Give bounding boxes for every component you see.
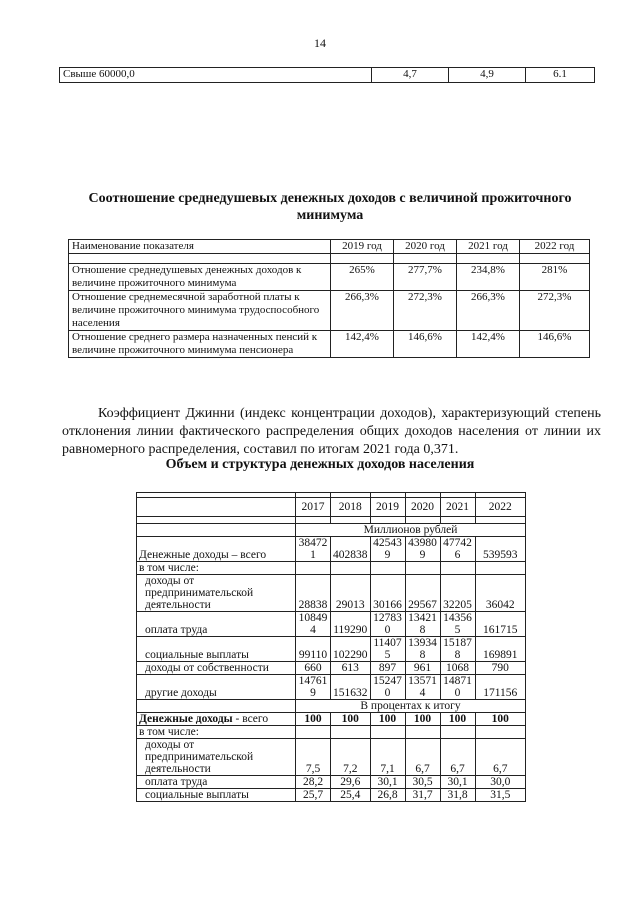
year-header: 2021 xyxy=(440,498,475,517)
row-label: в том числе: xyxy=(137,726,296,739)
unit-label: Миллионов рублей xyxy=(296,524,526,537)
table-cell: 143565 xyxy=(440,612,475,637)
gini-paragraph xyxy=(62,405,601,459)
table-cell: 30,5 xyxy=(405,776,440,789)
row-label: доходы от предпринимательской деятельности xyxy=(137,575,296,612)
year-header: 2020 xyxy=(405,498,440,517)
section-title-subsistence: Соотношение среднедушевых денежных доходов с величиной прожиточного минимума xyxy=(88,191,572,223)
table-cell: 148710 xyxy=(440,675,475,700)
table-cell: 1068 xyxy=(440,662,475,675)
table-cell: 30,1 xyxy=(370,776,405,789)
table-cell: 277,7% xyxy=(394,264,457,291)
table-cell: 28,2 xyxy=(296,776,331,789)
row-label: Отношение среднего размера назначенных пенсий к величине прожиточного минимума пенсионера xyxy=(69,331,331,358)
table-row xyxy=(137,662,526,675)
table-cell: 439809 xyxy=(405,537,440,562)
row-label-bold: Денежные доходы xyxy=(139,713,233,725)
table-cell: 146,6% xyxy=(394,331,457,358)
table-cell: 30,1 xyxy=(440,776,475,789)
row-label xyxy=(137,713,296,726)
table-cell: 119290 xyxy=(331,612,371,637)
table-cell: 7,1 xyxy=(370,739,405,776)
table-cell: 99110 xyxy=(296,637,331,662)
table-row xyxy=(69,291,590,331)
table-row xyxy=(137,739,526,776)
row-label: оплата труда xyxy=(137,612,296,637)
table-cell: 31,8 xyxy=(440,789,475,802)
row-label: в том числе: xyxy=(137,562,296,575)
income-bracket-row-table xyxy=(59,67,595,83)
row-label: Отношение среднедушевых денежных доходов к величине прожиточного минимума xyxy=(69,264,331,291)
table-row xyxy=(137,575,526,612)
table-cell: 100 xyxy=(331,713,371,726)
table-cell: 25,4 xyxy=(331,789,371,802)
table-cell: 613 xyxy=(331,662,371,675)
table-cell: 31,5 xyxy=(475,789,526,802)
table-cell: 146,6% xyxy=(520,331,590,358)
table-cell: 171156 xyxy=(475,675,526,700)
column-header: 2019 год xyxy=(331,240,394,254)
table-cell: 100 xyxy=(370,713,405,726)
table-cell: 134218 xyxy=(405,612,440,637)
table-row xyxy=(137,612,526,637)
table-row xyxy=(137,537,526,562)
unit-row xyxy=(137,524,526,537)
table-cell: 26,8 xyxy=(370,789,405,802)
table-cell: 31,7 xyxy=(405,789,440,802)
table-row xyxy=(69,264,590,291)
table-cell: 660 xyxy=(296,662,331,675)
bracket-value: 4,9 xyxy=(449,68,526,83)
table-row xyxy=(137,726,526,739)
table-cell: 100 xyxy=(405,713,440,726)
table-cell: 127830 xyxy=(370,612,405,637)
row-label: Отношение среднемесячной заработной платы к величине прожиточного минимума трудоспособного населения xyxy=(69,291,331,331)
table-cell: 29013 xyxy=(331,575,371,612)
table-cell: 142,4% xyxy=(457,331,520,358)
table-cell: 32205 xyxy=(440,575,475,612)
table-cell: 161715 xyxy=(475,612,526,637)
table-row xyxy=(60,68,595,83)
table-cell: 147619 xyxy=(296,675,331,700)
table-row xyxy=(137,776,526,789)
table-cell: 36042 xyxy=(475,575,526,612)
table-cell: 100 xyxy=(440,713,475,726)
table-cell: 897 xyxy=(370,662,405,675)
row-label: оплата труда xyxy=(137,776,296,789)
unit-row xyxy=(137,700,526,713)
row-label: доходы от предпринимательской деятельности xyxy=(137,739,296,776)
table-cell: 539593 xyxy=(475,537,526,562)
unit-label: В процентах к итогу xyxy=(296,700,526,713)
table-cell: 272,3% xyxy=(520,291,590,331)
table-cell: 100 xyxy=(475,713,526,726)
row-label: другие доходы xyxy=(137,675,296,700)
table-cell: 151632 xyxy=(331,675,371,700)
table-cell: 477426 xyxy=(440,537,475,562)
table-cell: 152470 xyxy=(370,675,405,700)
table-cell: 281% xyxy=(520,264,590,291)
row-label: Денежные доходы – всего xyxy=(137,537,296,562)
column-header: 2021 год xyxy=(457,240,520,254)
table-cell: 30,0 xyxy=(475,776,526,789)
table-cell: 6,7 xyxy=(475,739,526,776)
page-number: 14 xyxy=(314,36,326,50)
spacer-row xyxy=(137,517,526,524)
bracket-value: 6.1 xyxy=(526,68,595,83)
table-cell: 108494 xyxy=(296,612,331,637)
table-row xyxy=(137,562,526,575)
table-cell: 384721 xyxy=(296,537,331,562)
year-header: 2019 xyxy=(370,498,405,517)
table-cell: 265% xyxy=(331,264,394,291)
section-title-income-structure: Объем и структура денежных доходов населения xyxy=(165,457,475,472)
table-header-row xyxy=(69,240,590,254)
table-cell: 266,3% xyxy=(331,291,394,331)
table-cell: 266,3% xyxy=(457,291,520,331)
spacer-row xyxy=(69,254,590,264)
year-header: 2018 xyxy=(331,498,371,517)
table-cell: 139348 xyxy=(405,637,440,662)
table-cell: 6,7 xyxy=(440,739,475,776)
table-cell: 790 xyxy=(475,662,526,675)
year-header: 2022 xyxy=(475,498,526,517)
table-cell: 169891 xyxy=(475,637,526,662)
table-row xyxy=(137,713,526,726)
column-header: 2022 год xyxy=(520,240,590,254)
table-row xyxy=(137,789,526,802)
table-cell: 30166 xyxy=(370,575,405,612)
table-cell: 6,7 xyxy=(405,739,440,776)
table-cell: 29,6 xyxy=(331,776,371,789)
table-cell: 272,3% xyxy=(394,291,457,331)
table-cell: 151878 xyxy=(440,637,475,662)
table-cell: 7,2 xyxy=(331,739,371,776)
table-cell: 28838 xyxy=(296,575,331,612)
table-cell: 114075 xyxy=(370,637,405,662)
row-label: социальные выплаты xyxy=(137,789,296,802)
table-cell: 402838 xyxy=(331,537,371,562)
table-header-row xyxy=(137,498,526,517)
table-cell: 234,8% xyxy=(457,264,520,291)
table-cell: 425439 xyxy=(370,537,405,562)
bracket-value: 4,7 xyxy=(372,68,449,83)
table-cell: 142,4% xyxy=(331,331,394,358)
column-header: 2020 год xyxy=(394,240,457,254)
column-header: Наименование показателя xyxy=(69,240,331,254)
table-cell: 7,5 xyxy=(296,739,331,776)
table-cell: 961 xyxy=(405,662,440,675)
table-cell: 135714 xyxy=(405,675,440,700)
income-structure-table xyxy=(136,492,526,802)
row-label: доходы от собственности xyxy=(137,662,296,675)
year-header: 2017 xyxy=(296,498,331,517)
bracket-label: Свыше 60000,0 xyxy=(60,68,372,83)
gini-paragraph-text: Коэффициент Джинни (индекс концентрации доходов), характеризующий степень отклонения линии фактического распределения общих доходов населения от линии их равномерного распределения, составил по итогам 2021 года 0,371. xyxy=(62,406,601,457)
table-cell: 102290 xyxy=(331,637,371,662)
table-row xyxy=(69,331,590,358)
table-cell: 29567 xyxy=(405,575,440,612)
row-label-rest: - всего xyxy=(232,713,269,725)
table-row xyxy=(137,675,526,700)
table-row xyxy=(137,637,526,662)
table-cell: 100 xyxy=(296,713,331,726)
subsistence-ratio-table xyxy=(68,239,590,358)
table-cell: 25,7 xyxy=(296,789,331,802)
row-label: социальные выплаты xyxy=(137,637,296,662)
